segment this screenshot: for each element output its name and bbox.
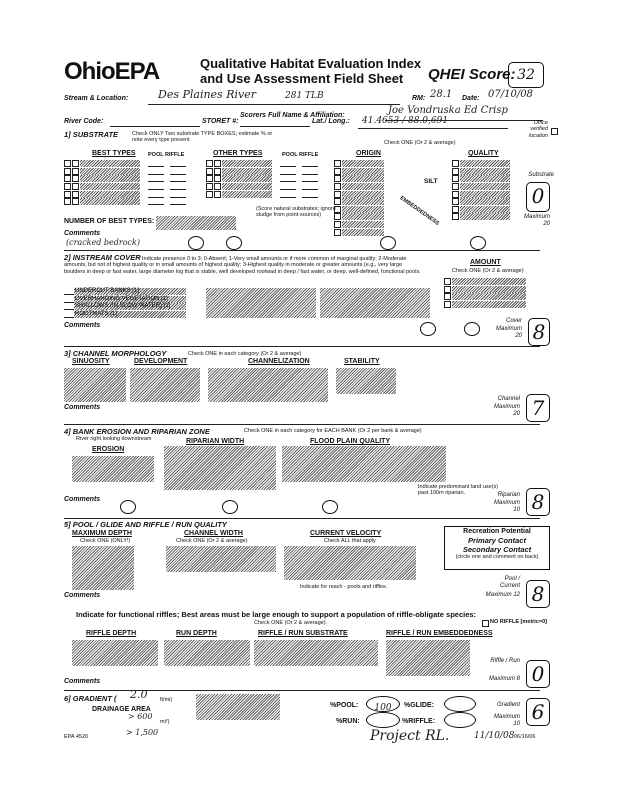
velocity-heading: CURRENT VELOCITY [310, 530, 382, 537]
recreation-note: (circle one and comment on back) [455, 554, 539, 560]
channel-side-label: Channel [497, 396, 520, 402]
substrate-score-box[interactable] [526, 182, 550, 212]
list-item[interactable] [334, 198, 384, 206]
list-item[interactable] [452, 206, 510, 214]
bank-heading: 4] BANK EROSION AND RIPARIAN ZONE [64, 427, 210, 436]
riparian-max-label: Maximum 10 [493, 500, 520, 513]
run-depth-heading: RUN DEPTH [176, 630, 217, 637]
list-item[interactable] [64, 198, 186, 206]
riffle-score: 0 [531, 662, 545, 686]
pool-score-box[interactable] [526, 580, 550, 608]
drainage-area-unit: mi²) [160, 719, 170, 725]
riffle-instructions: Check ONE (Or 2 & average). [254, 620, 328, 626]
origin-list [334, 160, 384, 236]
development-options[interactable] [130, 368, 200, 402]
list-item[interactable] [334, 183, 384, 191]
list-item[interactable] [334, 168, 384, 176]
list-item[interactable] [64, 190, 186, 198]
list-item[interactable] [206, 190, 318, 198]
riparian-score: 8 [531, 490, 545, 514]
run-depth-options[interactable] [164, 640, 250, 666]
max-depth-heading: MAXIMUM DEPTH [72, 530, 132, 537]
circled-mark [226, 236, 242, 250]
signature: Project RL. [370, 728, 450, 744]
cover-items-list [64, 288, 186, 318]
origin-heading: ORIGIN [356, 150, 381, 157]
footer-note: > 1,500 [126, 728, 159, 737]
river-right-note: River right looking downstream [76, 436, 152, 442]
list-item[interactable] [64, 175, 186, 183]
recreation-title: Recreation Potential [463, 528, 531, 535]
embeddedness-label: EMBEDDEDNESS [398, 195, 441, 227]
other-types-list [206, 160, 318, 198]
max-depth-options[interactable] [72, 546, 134, 590]
substrate-comments-label: Comments [64, 230, 101, 237]
substrate-note: (Score natural substrates; ignore sludge from point-sources) [256, 206, 336, 219]
no-riffle-checkbox[interactable] [482, 620, 489, 627]
riparian-side-label: Riparian [497, 492, 520, 498]
gradient-options[interactable] [196, 694, 280, 720]
best-types-heading: BEST TYPES [92, 150, 136, 157]
stability-heading: STABILITY [344, 358, 380, 365]
riparian-width-options[interactable] [164, 446, 276, 490]
list-item[interactable] [206, 175, 318, 183]
quality-heading: QUALITY [468, 150, 499, 157]
list-item[interactable] [452, 213, 510, 221]
gradient-side-label: Gradient [496, 702, 520, 708]
channel-width-heading: CHANNEL WIDTH [184, 530, 243, 537]
list-item[interactable]: ROOTMATS [1] [64, 311, 186, 319]
scorers-value[interactable]: Joe Vondruska Ed Crisp [388, 105, 508, 116]
pool-percent-value: 100 [374, 703, 392, 713]
divider [64, 250, 540, 251]
recreation-secondary[interactable]: Secondary Contact [462, 545, 532, 554]
erosion-heading: EROSION [92, 446, 125, 453]
cover-score: 8 [532, 320, 546, 344]
recreation-potential-box[interactable] [444, 526, 550, 570]
channel-score: 7 [531, 396, 545, 420]
run-percent-box[interactable] [366, 712, 400, 728]
qhei-score-box[interactable] [508, 62, 544, 88]
channel-width-instructions: Check ONE (Or 2 & average) [176, 538, 248, 544]
substrate-instructions: Check ONLY Two substrate TYPE BOXES; estimate % or note every type present [132, 131, 273, 144]
bank-instructions: Check ONE in each category for EACH BANK (Or 2 per bank & average) [244, 428, 422, 434]
list-item[interactable] [206, 183, 318, 191]
drainage-area-label: DRAINAGE AREA [92, 706, 151, 713]
no-riffle-label: NO RIFFLE [metric=0] [490, 619, 547, 625]
erosion-options[interactable] [72, 456, 154, 482]
pool-comments-label: Comments [64, 592, 101, 599]
channelization-heading: CHANNELIZATION [248, 358, 310, 365]
stream-location-extra: 281 TLB [285, 91, 324, 101]
list-item[interactable]: OVERHANGING VEGETATION [1] [64, 296, 186, 304]
max-depth-instructions: Check ONE (ONLY!) [80, 538, 131, 544]
qhei-score-value: 32 [517, 67, 535, 83]
riffle-substrate-options[interactable] [254, 640, 378, 666]
office-verified-checkbox[interactable] [551, 128, 558, 135]
gradient-value[interactable]: 2.0 [130, 688, 148, 701]
run-percent-label: %RUN: [336, 718, 360, 725]
drainage-area-value[interactable]: > 600 [128, 712, 153, 721]
amount-list [444, 278, 526, 308]
substrate-max-label: Maximum 20 [523, 214, 550, 227]
amount-heading: AMOUNT [470, 259, 501, 266]
gradient-score-box[interactable] [526, 698, 550, 726]
riffle-comments-label: Comments [64, 678, 101, 685]
form-title-line1: Qualitative Habitat Evaluation Index [200, 56, 422, 71]
glide-percent-label: %GLIDE: [404, 702, 434, 709]
best-types-list [64, 160, 186, 206]
signature-date: 11/10/08 [474, 731, 515, 741]
pool-score: 8 [531, 582, 545, 606]
river-code-label: River Code: [64, 118, 104, 125]
other-types-heading: OTHER TYPES [213, 150, 263, 157]
lat-long-label: Lat./ Long.: [312, 118, 350, 125]
silt-label: SILT [424, 178, 438, 185]
ohio-epa-logo: OhioEPA [64, 58, 160, 85]
list-item[interactable] [452, 190, 510, 198]
list-item[interactable] [444, 293, 526, 301]
divider [64, 424, 540, 425]
riparian-score-box[interactable] [526, 488, 550, 516]
cover-heading: 2] INSTREAM COVER [64, 253, 141, 262]
sinuosity-heading: SINUOSITY [72, 358, 110, 365]
form-revision: 06/16/06 [514, 734, 536, 740]
list-item[interactable] [452, 175, 510, 183]
list-item[interactable] [206, 168, 318, 176]
form-id: EPA 4520 [64, 734, 89, 740]
pool-percent-label: %POOL: [330, 702, 359, 709]
velocity-note: Indicate for reach - pools and riffles. [300, 584, 388, 590]
divider [64, 346, 540, 347]
list-item[interactable] [64, 168, 186, 176]
glide-percent-box[interactable] [444, 696, 476, 712]
cover-items-right[interactable] [320, 288, 430, 318]
storet-label: STORET #: [202, 118, 239, 125]
circled-mark [322, 500, 338, 514]
velocity-instructions: Check ALL that apply [324, 538, 376, 544]
gradient-heading: 6] GRADIENT ( [64, 694, 117, 703]
cover-items-middle[interactable] [206, 288, 316, 318]
circled-mark [120, 500, 136, 514]
rm-value[interactable]: 28.1 [430, 89, 453, 100]
velocity-options[interactable] [284, 546, 416, 580]
list-item[interactable] [452, 183, 510, 191]
list-item[interactable] [64, 183, 186, 191]
list-item[interactable] [334, 190, 384, 198]
circled-mark [380, 236, 396, 250]
sinuosity-options[interactable] [64, 368, 126, 402]
channel-comments-label: Comments [64, 404, 101, 411]
circled-mark [188, 236, 204, 250]
circled-mark [420, 322, 436, 336]
gradient-unit: ft/mi) [160, 697, 173, 703]
other-pool-riffle-heading: POOL RIFFLE [282, 152, 319, 158]
office-verified-label: Office verified location [529, 120, 548, 139]
channel-width-options[interactable] [166, 546, 276, 572]
list-item[interactable] [452, 160, 510, 168]
substrate-side-label: Substrate [528, 172, 554, 178]
riffle-depth-heading: RIFFLE DEPTH [86, 630, 137, 637]
riffle-percent-label: %RIFFLE: [402, 718, 436, 725]
substrate-instructions-2: Check ONE (Or 2 & average) [384, 140, 456, 146]
list-item[interactable] [334, 228, 384, 236]
bank-comments-label: Comments [64, 496, 101, 503]
channelization-options[interactable] [208, 368, 328, 402]
land-use-note: Indicate predominant land use(s) past 100m riparian. [418, 484, 499, 497]
list-item[interactable] [334, 160, 384, 168]
list-item[interactable] [334, 213, 384, 221]
quality-list [452, 160, 510, 221]
circled-mark [222, 500, 238, 514]
circled-mark [470, 236, 486, 250]
riffle-embedded-options[interactable] [386, 640, 470, 676]
riffle-depth-options[interactable] [72, 640, 158, 666]
substrate-comment-value[interactable]: (cracked bedrock) [66, 238, 140, 247]
channel-instructions: Check ONE in each category (Or 2 & average) [188, 351, 302, 357]
riffle-side-label: Riffle / Run [490, 658, 520, 664]
number-best-types-label: NUMBER OF BEST TYPES: [64, 218, 155, 225]
list-item[interactable] [334, 206, 384, 214]
gradient-max-label: Maximum 10 [493, 714, 520, 727]
pool-side-label: Pool / Current [499, 576, 520, 589]
riffle-max-label: Maximum 8 [488, 676, 520, 682]
list-item[interactable]: UNDERCUT BANKS [1] [64, 288, 186, 296]
stream-location-label: Stream & Location: [64, 95, 129, 102]
channel-heading: 3] CHANNEL MORPHOLOGY [64, 349, 167, 358]
floodplain-heading: FLOOD PLAIN QUALITY [310, 438, 391, 445]
riffle-percent-box[interactable] [444, 712, 476, 728]
list-item[interactable] [444, 301, 526, 309]
recreation-primary[interactable]: Primary Contact [468, 536, 526, 545]
number-best-types-options[interactable] [156, 216, 236, 230]
stream-location-value[interactable]: Des Plaines River [158, 88, 256, 101]
floodplain-options[interactable] [282, 446, 446, 482]
list-item[interactable] [206, 160, 318, 168]
riparian-width-heading: RIPARIAN WIDTH [186, 438, 245, 445]
stability-options[interactable] [336, 368, 396, 394]
pool-max-label: Maximum 12 [485, 592, 520, 598]
channel-max-label: Maximum 20 [493, 404, 520, 417]
divider [64, 518, 540, 519]
cover-instructions: Indicate presence 0 to 3: 0-Absent; 1-Very small amounts or if more common of marginal quality; 2-Moderate amounts, but not of highest quality or in small amounts of highest quality; 3-Highest quality in moderate or greater amounts (e.g., very large boulders in deep or fast water, large diameter log that is stable, well developed rootwad in deep / fast water, or deep, well-defined, functional pools. [64, 256, 421, 275]
cover-comments-label: Comments [64, 322, 101, 329]
riffle-substrate-heading: RIFFLE / RUN SUBSTRATE [258, 630, 348, 637]
riffle-embedded-heading: RIFFLE / RUN EMBEDDEDNESS [386, 630, 493, 637]
list-item[interactable] [452, 168, 510, 176]
best-pool-riffle-heading: POOL RIFFLE [148, 152, 185, 158]
date-label: Date: [462, 95, 480, 102]
cover-score-box[interactable] [528, 318, 550, 346]
list-item[interactable] [334, 221, 384, 229]
cover-side-label: Cover [505, 318, 522, 324]
riffle-indicate: Indicate for functional riffles; Best areas must be large enough to support a population of riffle-obligate species: [76, 610, 477, 619]
list-item[interactable] [444, 286, 526, 294]
form-title-line2: and Use Assessment Field Sheet [200, 71, 404, 86]
channel-score-box[interactable] [526, 394, 550, 422]
gradient-score: 6 [531, 700, 545, 724]
list-item[interactable] [452, 198, 510, 206]
list-item[interactable] [64, 160, 186, 168]
rm-label: RM: [412, 95, 426, 102]
list-item[interactable]: SHALLOWS (IN SLOW WATER) [1] [64, 303, 186, 311]
substrate-score: 0 [531, 184, 545, 208]
scorers-label: Scorers Full Name & Affiliation: [240, 112, 345, 119]
development-heading: DEVELOPMENT [134, 358, 188, 365]
lat-long-value[interactable]: 41.4653 / 88.0,691 [362, 116, 449, 126]
substrate-heading: 1] SUBSTRATE [64, 130, 119, 139]
amount-instructions: Check ONE (Or 2 & average) [452, 268, 524, 274]
date-value[interactable]: 07/10/08 [488, 89, 533, 100]
qhei-score-label: QHEI Score: [428, 66, 516, 83]
pool-percent-box[interactable] [366, 696, 400, 712]
riffle-score-box[interactable] [526, 660, 550, 688]
list-item[interactable] [444, 278, 526, 286]
circled-mark [464, 322, 480, 336]
cover-max-label: Maximum 20 [495, 326, 522, 339]
pool-heading: 5] POOL / GLIDE AND RIFFLE / RUN QUALITY [64, 520, 227, 529]
list-item[interactable] [334, 175, 384, 183]
